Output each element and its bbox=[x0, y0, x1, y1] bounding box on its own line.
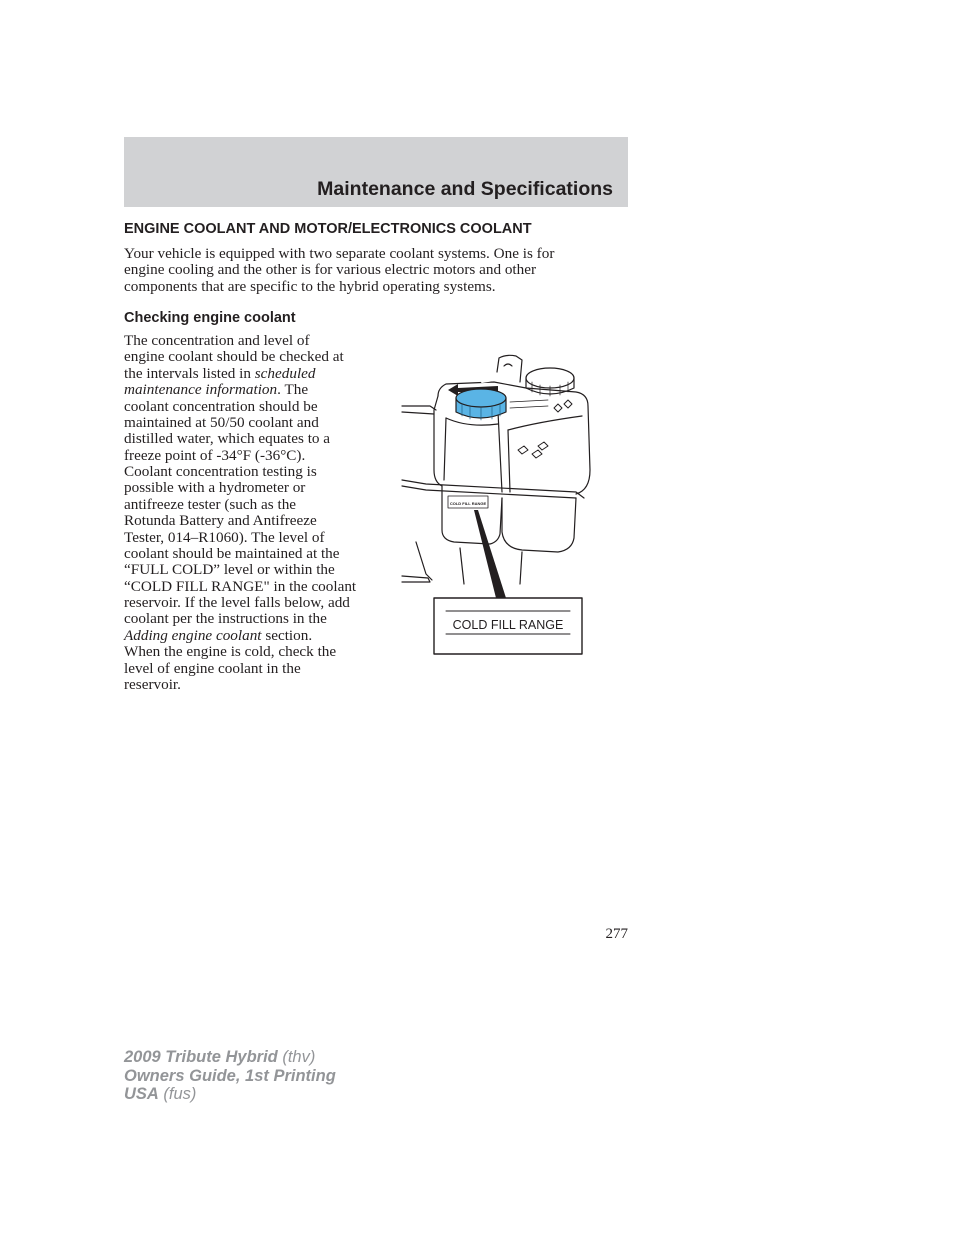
footer-model: 2009 Tribute Hybrid bbox=[124, 1048, 278, 1066]
checking-paragraph bbox=[124, 333, 386, 693]
callout-label: COLD FILL RANGE bbox=[452, 618, 564, 632]
page-title: Maintenance and Specifications bbox=[317, 178, 613, 200]
reservoir-small-label: COLD FILL RANGE bbox=[449, 501, 487, 506]
frame-rail bbox=[402, 406, 436, 410]
footer-market: USA bbox=[124, 1085, 159, 1103]
intro-line: engine cooling and the other is for various electric motors and other bbox=[124, 261, 537, 279]
footer bbox=[124, 1048, 336, 1104]
subsection-heading: Checking engine coolant bbox=[124, 310, 296, 326]
footer-line: Owners Guide, 1st Printing bbox=[124, 1066, 336, 1085]
text-line bbox=[124, 382, 386, 398]
italic-reference: scheduled bbox=[254, 364, 316, 382]
text-line: antifreeze tester (such as the bbox=[124, 495, 297, 513]
text-line: The concentration and level of bbox=[124, 332, 310, 349]
text-run: the intervals listed in bbox=[124, 364, 255, 382]
italic-reference: maintenance information bbox=[124, 381, 278, 399]
engine-coolant-cap-icon bbox=[456, 389, 506, 420]
chamber-edge bbox=[446, 418, 498, 425]
text-run: . The bbox=[277, 381, 309, 399]
mount-bracket bbox=[402, 576, 430, 582]
level-mark bbox=[510, 400, 548, 402]
text-line: maintained at 50/50 coolant and bbox=[124, 413, 319, 431]
reservoir-neck bbox=[497, 355, 522, 382]
text-line: Rotunda Battery and Antifreeze bbox=[124, 512, 317, 530]
reservoir-cap-outline bbox=[526, 368, 574, 388]
chamber-edge bbox=[444, 418, 446, 480]
text-line: reservoir. bbox=[124, 675, 181, 693]
coolant-reservoir-figure bbox=[398, 352, 594, 658]
reservoir-lower-tank bbox=[502, 498, 576, 552]
text-line: distilled water, which equates to a bbox=[124, 430, 331, 448]
text-line: coolant should be maintained at the bbox=[124, 544, 340, 562]
text-line: coolant concentration should be bbox=[124, 397, 318, 415]
coolant-reservoir-illustration bbox=[398, 352, 594, 658]
text-line: level of engine coolant in the bbox=[124, 659, 301, 677]
text-line: possible with a hydrometer or bbox=[124, 479, 306, 497]
text-line: Coolant concentration testing is bbox=[124, 463, 317, 480]
level-mark bbox=[510, 406, 548, 408]
text-line bbox=[124, 628, 386, 644]
arrow-gap bbox=[482, 380, 514, 382]
footer-line bbox=[124, 1048, 336, 1067]
intro-paragraph bbox=[124, 246, 624, 295]
header-band bbox=[124, 137, 628, 207]
text-run: section. bbox=[261, 626, 313, 644]
text-line: “FULL COLD” level or within the bbox=[124, 561, 335, 579]
hose-fitting bbox=[518, 442, 548, 458]
frame-rail bbox=[402, 412, 434, 414]
footer-line bbox=[124, 1085, 336, 1104]
mount-bracket bbox=[416, 542, 432, 580]
text-line: engine coolant should be checked at bbox=[124, 348, 344, 366]
reservoir-lower-tank bbox=[442, 486, 502, 544]
text-line bbox=[124, 366, 386, 382]
mount-bracket bbox=[460, 548, 464, 584]
intro-line: components that are specific to the hybrid operating systems. bbox=[124, 277, 496, 295]
italic-reference: Adding engine coolant bbox=[124, 626, 262, 644]
footer-code: (thv) bbox=[277, 1048, 316, 1066]
text-line: freeze point of -34°F (-36°C). bbox=[124, 446, 306, 464]
chamber-edge bbox=[508, 430, 510, 492]
frame-rail bbox=[402, 480, 584, 498]
text-line: Tester, 014–R1060). The level of bbox=[124, 528, 325, 546]
chamber-edge bbox=[508, 416, 582, 430]
mount-bracket bbox=[520, 552, 522, 584]
section-heading: ENGINE COOLANT AND MOTOR/ELECTRONICS COOLANT bbox=[124, 221, 532, 237]
text-line: “COLD FILL RANGE" in the coolant bbox=[124, 577, 357, 595]
intro-line: Your vehicle is equipped with two separate coolant systems. One is for bbox=[124, 245, 555, 262]
text-line: coolant per the instructions in the bbox=[124, 610, 327, 628]
reservoir-neck bbox=[504, 364, 512, 366]
text-line: When the engine is cold, check the bbox=[124, 643, 337, 661]
text-line: reservoir. If the level falls below, add bbox=[124, 594, 350, 611]
footer-code: (fus) bbox=[158, 1085, 197, 1103]
page-number: 277 bbox=[605, 926, 628, 942]
hose-fitting bbox=[554, 400, 572, 412]
